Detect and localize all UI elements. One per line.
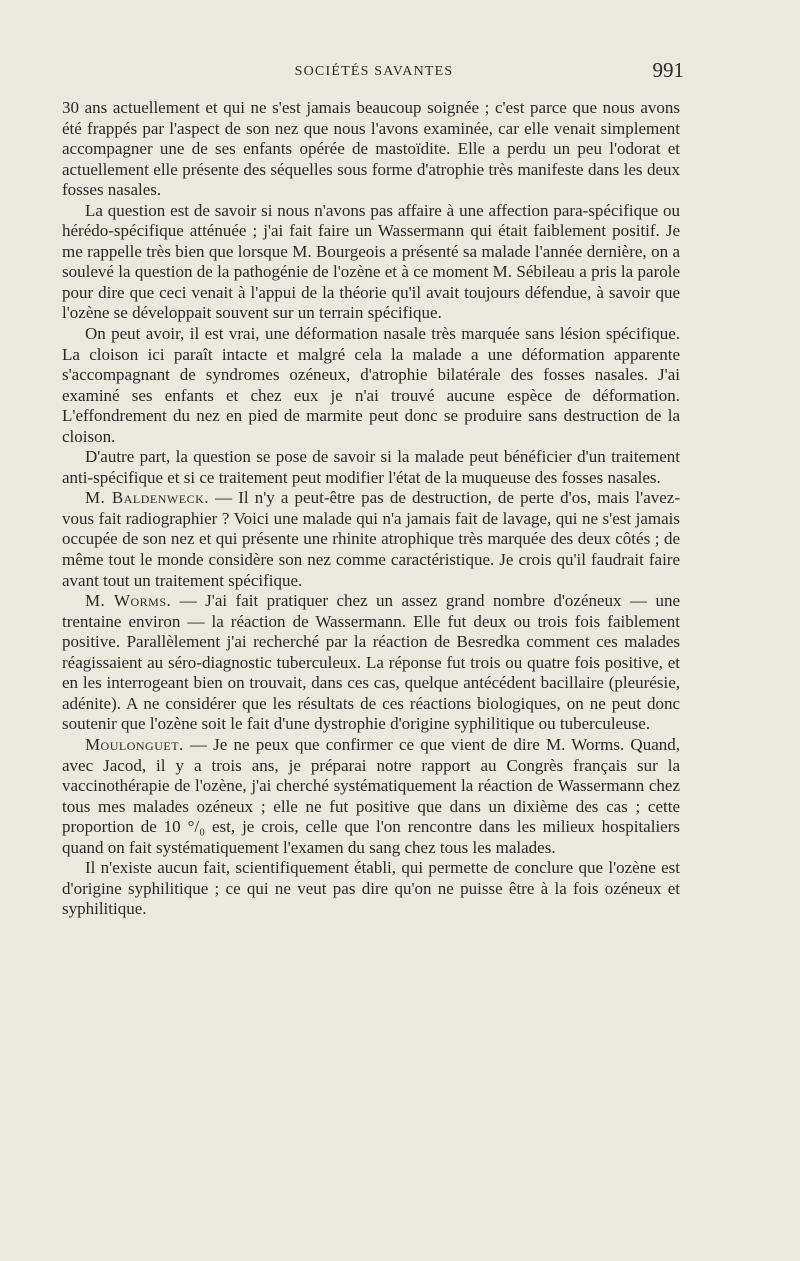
speaker-name: Moulonguet.	[84, 734, 184, 754]
paragraph-text: — Je ne peux que confirmer ce que vient de dire M. Worms. Quand, avec Jacod, il y a trois ans, je préparai notre rapport au Congrès français sur la vaccinothérapie de l'ozène, j'ai cherché systématiquement la réaction de Wassermann chez tous mes malades ozéneux ; elle ne fut positive que dans un dixième des cas ; cette proportion de 10 °/₀ est, je crois, celle que l'on rencontre dans les milieux hospitaliers quand on fait systématiquement l'examen du sang chez tous les malades.	[62, 734, 680, 857]
paragraph	[62, 858, 680, 920]
speaker-name: M. Baldenweck.	[84, 488, 209, 508]
paragraph	[62, 591, 680, 735]
paragraph	[62, 735, 680, 858]
paragraph	[62, 201, 680, 324]
paragraph-text: — Il n'y a peut-être pas de destruction, de perte d'os, mais l'avez-vous fait radiographier ? Voici une malade qui n'a jamais fait de lavage, qui ne s'est jamais occupée de son nez et qui présente une rhinite atrophique très marquée des deux côtés ; de même tout le monde considère son nez comme caractéristique. Je crois qu'il faudrait faire avant tout un traitement spécifique.	[62, 488, 680, 590]
page-header	[64, 58, 684, 88]
paragraph-text: 30 ans actuellement et qui ne s'est jamais beaucoup soignée ; c'est parce que nous avons été frappés par l'aspect de son nez que nous l'avons examinée, car elle venait simplement accompagner une de ses enfants opérée de mastoïdite. Elle a perdu un peu l'odorat et actuellement elle présente des séquelles sous forme d'atrophie très manifeste dans les deux fosses nasales.	[62, 98, 680, 200]
page-number: 991	[652, 58, 684, 82]
paragraph	[62, 447, 680, 488]
paragraph-text: On peut avoir, il est vrai, une déformation nasale très marquée sans lésion spécifique. La cloison ici paraît intacte et malgré cela la malade a une déformation apparente s'accompagnant de syndromes ozéneux, d'atrophie bilatérale des fosses nasales. J'ai examiné ses enfants et chez eux je n'ai trouvé aucune espèce de déformation. L'effondrement du nez en pied de marmite peut donc se produire sans destruction de la cloison.	[62, 324, 680, 446]
paragraph	[62, 324, 680, 447]
paragraph	[62, 98, 680, 201]
paragraph-text: Il n'existe aucun fait, scientifiquement établi, qui permette de conclure que l'ozène est d'origine syphilitique ; ce qui ne veut pas dire qu'on ne puisse être à la fois ozéneux et syphilitique.	[62, 858, 680, 919]
running-title: SOCIÉTÉS SAVANTES	[294, 64, 454, 79]
paragraph-text: — J'ai fait pratiquer chez un assez grand nombre d'ozéneux — une trentaine environ — la réaction de Wassermann. Elle fut deux ou trois fois faiblement positive. Parallèlement j'ai recherché par la réaction de Besredka comment ces malades réagissaient au séro-diagnostic tuberculeux. La réponse fut trois ou quatre fois positive, et en les interrogeant bien on trouvait, dans ces cas, quelque antécédent bacillaire (pleurésie, adénite). A ne considérer que les résultats de ces réactions biologiques, on ne peut donc soutenir que l'ozène soit le fait d'une dystrophie d'origine syphilitique ou tuberculeuse.	[62, 591, 680, 734]
paragraph-text: D'autre part, la question se pose de savoir si la malade peut bénéficier d'un traitement anti-spécifique et si ce traitement peut modifier l'état de la muqueuse des fosses nasales.	[62, 447, 680, 487]
speaker-name: M. Worms.	[84, 591, 172, 611]
paragraph-text: La question est de savoir si nous n'avons pas affaire à une affection para-spécifique ou hérédo-spécifique atténuée ; j'ai fait faire un Wassermann qui était faiblement positif. Je me rappelle très bien que lorsque M. Bourgeois a présenté sa malade l'année dernière, on a soulevé la question de la pathogénie de l'ozène et à ce moment M. Sébileau a pris la parole pour dire que ceci venait à l'appui de la théorie qu'il avait toujours défendue, à savoir que l'ozène se développait souvent sur un terrain spécifique.	[62, 200, 680, 323]
paragraph	[62, 488, 680, 591]
article-body	[62, 98, 680, 920]
